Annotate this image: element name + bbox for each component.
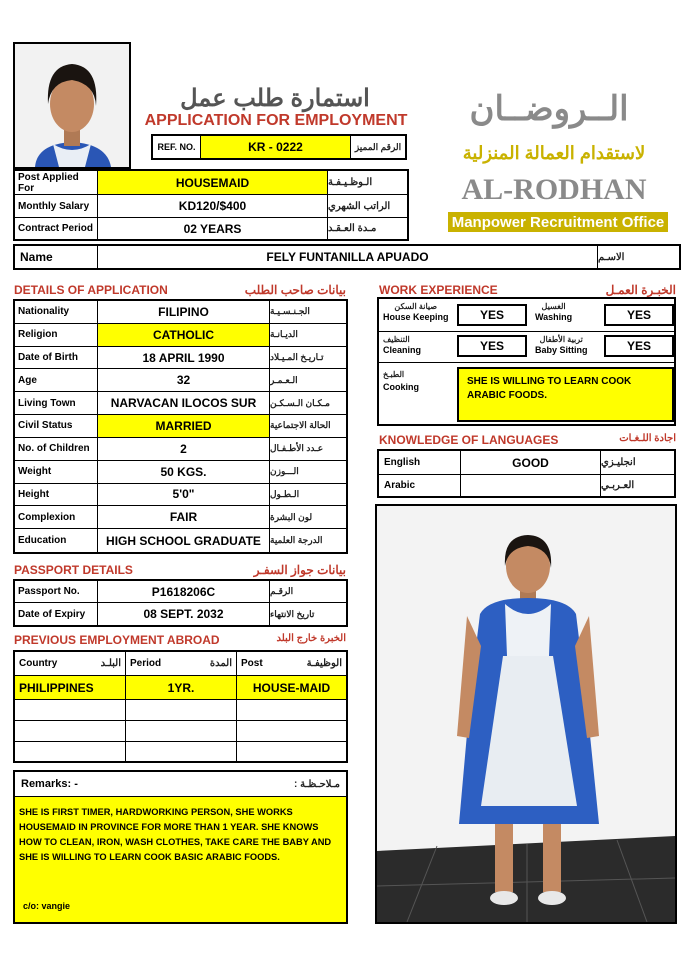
- details-row: [15, 392, 346, 415]
- remarks-label: Remarks: -: [21, 778, 78, 790]
- details-value: MARRIED: [98, 415, 270, 437]
- title-english: APPLICATION FOR EMPLOYMENT: [144, 112, 408, 129]
- details-value: FILIPINO: [98, 301, 270, 323]
- details-label-ar: الـطـول: [270, 488, 300, 499]
- cleaning-value: YES: [457, 335, 527, 357]
- cooking-label-ar: الطبـخ: [383, 370, 405, 379]
- previous-employment-table: [13, 650, 348, 763]
- post-value: HOUSEMAID: [98, 171, 328, 194]
- arabic-label-ar: العـربـي: [601, 480, 635, 491]
- details-value: NARVACAN ILOCOS SUR: [98, 392, 270, 414]
- previous-empty-row: [15, 700, 346, 721]
- details-label: Education: [15, 529, 98, 552]
- details-label-ar: الجـنـسـيـة: [270, 306, 310, 317]
- details-label-ar: الدرجة العلمية: [270, 535, 323, 546]
- details-label: Complexion: [15, 506, 98, 528]
- full-body-photo: [375, 504, 677, 924]
- name-value: FELY FUNTANILLA APUADO: [98, 246, 598, 268]
- post-row: [15, 171, 407, 195]
- post-details-table: [13, 169, 409, 241]
- english-label-ar: انجليـزي: [601, 457, 636, 468]
- country-header: Country: [19, 658, 58, 669]
- details-label-ar: مـكـان الـسـكـن: [270, 397, 330, 408]
- salary-label-ar: الراتب الشهري: [328, 200, 391, 212]
- cooking-value: SHE IS WILLING TO LEARN COOK ARABIC FOODS.: [457, 367, 674, 422]
- passport-label: Passport No.: [15, 581, 98, 602]
- details-row: [15, 484, 346, 507]
- details-row: [15, 369, 346, 392]
- details-row: [15, 347, 346, 370]
- passport-section-title: PASSPORT DETAILS: [14, 563, 133, 577]
- previous-period: 1YR.: [126, 676, 237, 699]
- previous-header-row: [15, 652, 346, 676]
- babysitting-value: YES: [604, 335, 674, 357]
- details-row: [15, 301, 346, 324]
- passport-label: Date of Expiry: [15, 603, 98, 625]
- remarks-content: [15, 797, 346, 922]
- passport-table: [13, 579, 348, 627]
- details-row: [15, 506, 346, 529]
- details-label: Living Town: [15, 392, 98, 414]
- title-arabic: استمارة طلب عمل: [180, 84, 370, 112]
- details-value: 5'0": [98, 484, 270, 506]
- washing-label-ar: الغسيل: [541, 302, 566, 311]
- company-logo-arabic: الــروضــان: [469, 90, 629, 128]
- details-label: Religion: [15, 324, 98, 346]
- previous-section-title-ar: الخبرة خارج البلد: [276, 633, 346, 644]
- details-value: 32: [98, 369, 270, 391]
- english-value: GOOD: [461, 451, 601, 474]
- contract-row: [15, 218, 407, 239]
- passport-label-ar: تاريخ الانتهاء: [270, 608, 315, 619]
- name-label-ar: الاسـم: [598, 251, 625, 263]
- remarks-co: c/o: vangie: [23, 901, 71, 911]
- period-header: Period: [130, 658, 162, 669]
- details-section-title-ar: بيانات صاحب الطلب: [244, 283, 346, 297]
- name-label: Name: [15, 246, 98, 268]
- details-label: Nationality: [15, 301, 98, 323]
- post-header-ar: الوظيفـة: [306, 658, 342, 669]
- arabic-label: Arabic: [379, 475, 461, 496]
- passport-value: 08 SEPT. 2032: [98, 603, 270, 625]
- passport-value: P1618206C: [98, 581, 270, 602]
- previous-section-title: PREVIOUS EMPLOYMENT ABROAD: [14, 633, 220, 647]
- portrait-photo: [13, 42, 131, 169]
- washing-value: YES: [604, 304, 674, 326]
- details-row: [15, 461, 346, 484]
- ref-value: KR - 0222: [201, 136, 351, 158]
- company-name-english: AL-RODHAN: [461, 173, 647, 206]
- details-value: HIGH SCHOOL GRADUATE: [98, 529, 270, 552]
- salary-label: Monthly Salary: [15, 195, 98, 217]
- cooking-label: Cooking: [383, 382, 419, 392]
- details-label: Civil Status: [15, 415, 98, 437]
- language-row-arabic: [379, 475, 674, 496]
- cleaning-label: Cleaning: [383, 345, 422, 355]
- previous-empty-row: [15, 742, 346, 761]
- passport-section-title-ar: بيانات جواز السفـر: [253, 563, 346, 577]
- ref-number-box: [151, 134, 407, 160]
- arabic-value: [461, 475, 601, 496]
- company-subtitle-arabic: لاستقدام العمالة المنزلية: [462, 142, 646, 163]
- portrait-image: [15, 44, 129, 167]
- work-section-title-ar: الخبـرة العمـل: [605, 283, 676, 297]
- languages-table: [377, 449, 676, 498]
- post-label: Post Applied For: [15, 171, 98, 194]
- contract-label-ar: مـدة العـقـد: [328, 223, 377, 234]
- ref-label-ar: الرقم المميز: [354, 141, 402, 152]
- remarks-box: [13, 770, 348, 924]
- details-row: [15, 438, 346, 461]
- details-label: Weight: [15, 461, 98, 483]
- washing-label: Washing: [535, 312, 573, 322]
- english-label: English: [379, 451, 461, 474]
- salary-value: KD120/$400: [98, 195, 328, 217]
- details-value: FAIR: [98, 506, 270, 528]
- babysitting-label-ar: تربية الأطفال: [539, 335, 583, 344]
- work-experience-box: [377, 297, 676, 426]
- passport-label-ar: الرقـم: [270, 586, 294, 596]
- post-header: Post: [241, 658, 263, 669]
- cleaning-label-ar: التنظيف: [383, 335, 410, 344]
- ref-label: REF. NO.: [153, 136, 201, 158]
- country-header-ar: البلـد: [100, 658, 121, 669]
- details-label-ar: الحالة الاجتماعية: [270, 420, 331, 431]
- details-row: [15, 415, 346, 438]
- details-label-ar: الـــوزن: [270, 466, 299, 477]
- previous-country: PHILIPPINES: [15, 676, 126, 699]
- housekeeping-label-ar: صيانة السكن: [394, 302, 438, 311]
- details-value: 50 KGS.: [98, 461, 270, 483]
- details-label-ar: الديـانـة: [270, 329, 298, 340]
- details-row: [15, 324, 346, 347]
- details-label: Height: [15, 484, 98, 506]
- details-label-ar: تـاريـخ المـيـلاد: [270, 352, 324, 363]
- passport-row: [15, 603, 346, 625]
- housekeeping-value: YES: [457, 304, 527, 326]
- details-section-title: DETAILS OF APPLICATION: [14, 283, 168, 297]
- details-label: Date of Birth: [15, 347, 98, 369]
- remarks-label-ar: مـلاحـظـة :: [294, 778, 340, 790]
- remarks-text: SHE IS FIRST TIMER, HARDWORKING PERSON, SHE WORKS HOUSEMAID IN PROVINCE FOR MORE THAN 1 YEAR. SHE KNOWS HOW TO CLEAN, IRON, WASH CLOTHES, TAKE CARE THE BABY AND SHE IS WILLING TO LEARN COOK BASIC ARABIC FOODS.: [19, 807, 332, 862]
- details-label: No. of Children: [15, 438, 98, 460]
- period-header-ar: المدة: [209, 658, 232, 669]
- previous-empty-row: [15, 721, 346, 742]
- previous-row: [15, 676, 346, 700]
- salary-row: [15, 195, 407, 218]
- contract-value: 02 YEARS: [98, 218, 328, 239]
- contract-label: Contract Period: [15, 218, 98, 239]
- name-row: [13, 244, 681, 270]
- language-row-english: [379, 451, 674, 475]
- previous-post: HOUSE-MAID: [237, 676, 346, 699]
- babysitting-label: Baby Sitting: [535, 345, 588, 355]
- details-value: 2: [98, 438, 270, 460]
- post-label-ar: الـوظـيـفـة: [328, 177, 373, 188]
- details-label-ar: عـدد الأطـفـال: [270, 443, 324, 454]
- details-label-ar: الـعـمـر: [270, 374, 298, 385]
- details-row: [15, 529, 346, 552]
- work-section-title: WORK EXPERIENCE: [379, 283, 498, 297]
- details-label: Age: [15, 369, 98, 391]
- languages-section-title: KNOWLEDGE OF LANGUAGES: [379, 433, 559, 447]
- details-value: CATHOLIC: [98, 324, 270, 346]
- full-body-image: [377, 506, 675, 922]
- housekeeping-label: House Keeping: [383, 312, 449, 322]
- passport-row: [15, 581, 346, 603]
- languages-section-title-ar: اجادة اللـغـات: [619, 433, 676, 444]
- details-table: [13, 299, 348, 554]
- company-tagline: Manpower Recruitment Office: [448, 212, 668, 232]
- details-label-ar: لون البشرة: [270, 511, 313, 522]
- details-value: 18 APRIL 1990: [98, 347, 270, 369]
